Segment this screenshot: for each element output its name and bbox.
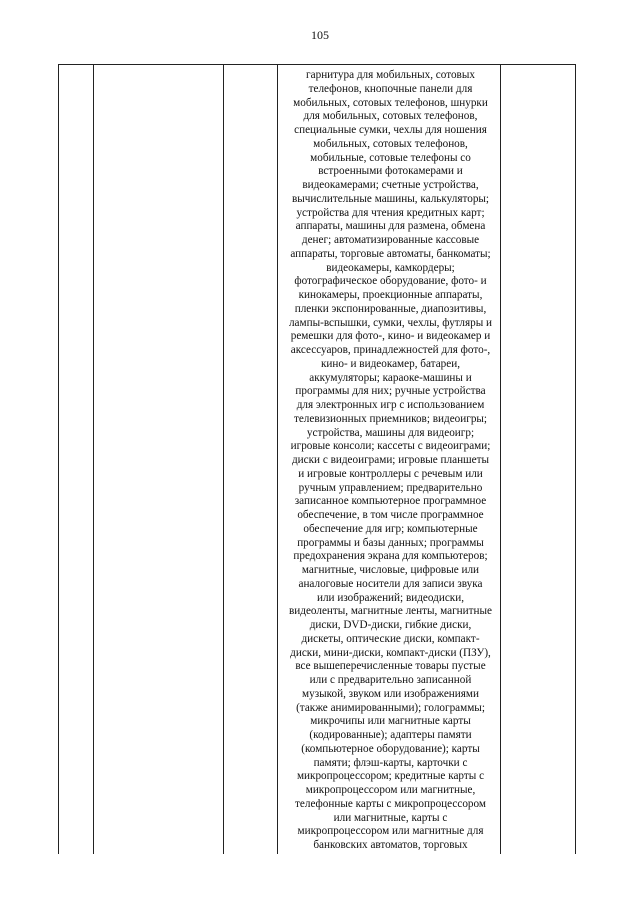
goods-text-line: или изображений; видеодиски, [316,591,464,604]
goods-table [58,64,576,854]
goods-text-line: диски с видеоиграми; игровые планшеты [291,454,490,466]
goods-text-line: мобильные, сотовые телефоны со [310,151,471,164]
column-divider-1 [93,65,94,854]
goods-text-line: музыкой, звуком или изображениями [302,687,479,700]
goods-text-line: видеокамеры, камкордеры; [326,261,455,274]
goods-text-line: телефонов, кнопочные панели для [308,82,473,95]
goods-text-line: устройства для чтения кредитных карт; [296,206,485,219]
goods-text-line: денег; автоматизированные кассовые [301,234,480,246]
goods-list-cell [283,69,498,853]
goods-text-line: магнитные, числовые, цифровые или [301,564,480,576]
goods-text-line: гарнитура для мобильных, сотовых [306,69,475,81]
goods-text-line: микропроцессором; кредитные карты с [296,770,485,783]
goods-text-line: программы и базы данных; программы [297,536,484,549]
goods-text-line: встроенными фотокамерами и [318,165,463,178]
column-divider-2 [223,65,224,854]
goods-text-line: записанное компьютерное программное [294,495,487,508]
goods-text-line: аккумуляторы; караоке-машины и [309,371,472,384]
column-divider-4 [500,65,501,854]
goods-text-line: памяти; флэш-карты, карточки с [313,756,468,769]
page-number: 105 [311,28,329,42]
goods-text-line: обеспечение, в том числе программное [297,509,484,521]
goods-text-line: все вышеперечисленные товары пустые [295,660,486,673]
goods-text-line: диски, мини-диски, компакт-диски (ПЗУ), [290,646,491,659]
goods-text-line: мобильных, сотовых телефонов, шнурки [293,96,488,109]
goods-text-line: телевизионных приемников; видеоигры; [293,412,488,425]
goods-text-line: аксессуаров, принадлежностей для фото-, [290,344,491,356]
goods-text-line: ручным управлением; предварительно [298,481,483,494]
goods-text-line: кинокамеры, проекционные аппараты, [298,289,483,301]
goods-text-line: лампы-вспышки, сумки, чехлы, футляры и [288,316,493,329]
goods-text-line: микрочипы или магнитные карты [310,715,471,728]
goods-text-line: (компьютерное оборудование); карты [301,742,480,755]
goods-text-line: телефонные карты с микропроцессором [295,797,486,810]
goods-text-line: программы для них; ручные устройства [295,385,486,398]
goods-text-line: для электронных игр с использованием [296,399,485,411]
goods-text-line: пленки экспонированные, диапозитивы, [294,302,487,315]
goods-text-line: диски, DVD-диски, гибкие диски, [309,619,472,631]
goods-text-line: устройства, машины для видеоигр; [306,426,475,439]
goods-text-line: банковских автоматов, торговых [313,839,468,851]
goods-text-line: (также анимированными); голограммы; [296,701,485,714]
goods-text-line: аппараты, машины для размена, обмена [295,220,486,233]
goods-text-line: микропроцессором или магнитные, [305,784,476,796]
goods-text-line: аналоговые носители для записи звука [298,577,483,590]
goods-text-line: ремешки для фото-, кино- и видеокамер и [290,330,491,343]
goods-text-line: мобильных, сотовых телефонов, [313,137,468,150]
goods-text-line: вычислительные машины, калькуляторы; [291,192,490,205]
goods-text-line: игровые консоли; кассеты с видеоиграми; [290,440,491,453]
goods-text-line: и игровые контроллеры с речевым или [298,467,483,480]
column-divider-3 [277,65,278,854]
goods-text-line: для мобильных, сотовых телефонов, [303,110,478,123]
goods-text-line: фотографическое оборудование, фото- и [294,275,487,288]
goods-text-line: или с предварительно записанной [309,674,472,686]
goods-text-line: видеокамерами; счетные устройства, [302,179,479,191]
goods-text-line: предохранения экрана для компьютеров; [293,550,488,563]
goods-text-line: специальные сумки, чехлы для ношения [294,124,487,136]
goods-text-line: обеспечение для игр; компьютерные [303,522,478,535]
goods-text-line: микропроцессором или магнитные для [297,825,484,838]
goods-text-line: кино- и видеокамер, батареи, [321,357,460,370]
goods-text-line: дискеты, оптические диски, компакт- [301,632,480,645]
goods-text-line: аппараты, торговые автоматы, банкоматы; [290,247,491,260]
goods-text-line: видеоленты, магнитные ленты, магнитные [288,605,493,618]
goods-text-line: или магнитные, карты с [333,811,448,824]
goods-text-line: (кодированные); адаптеры памяти [309,729,472,741]
